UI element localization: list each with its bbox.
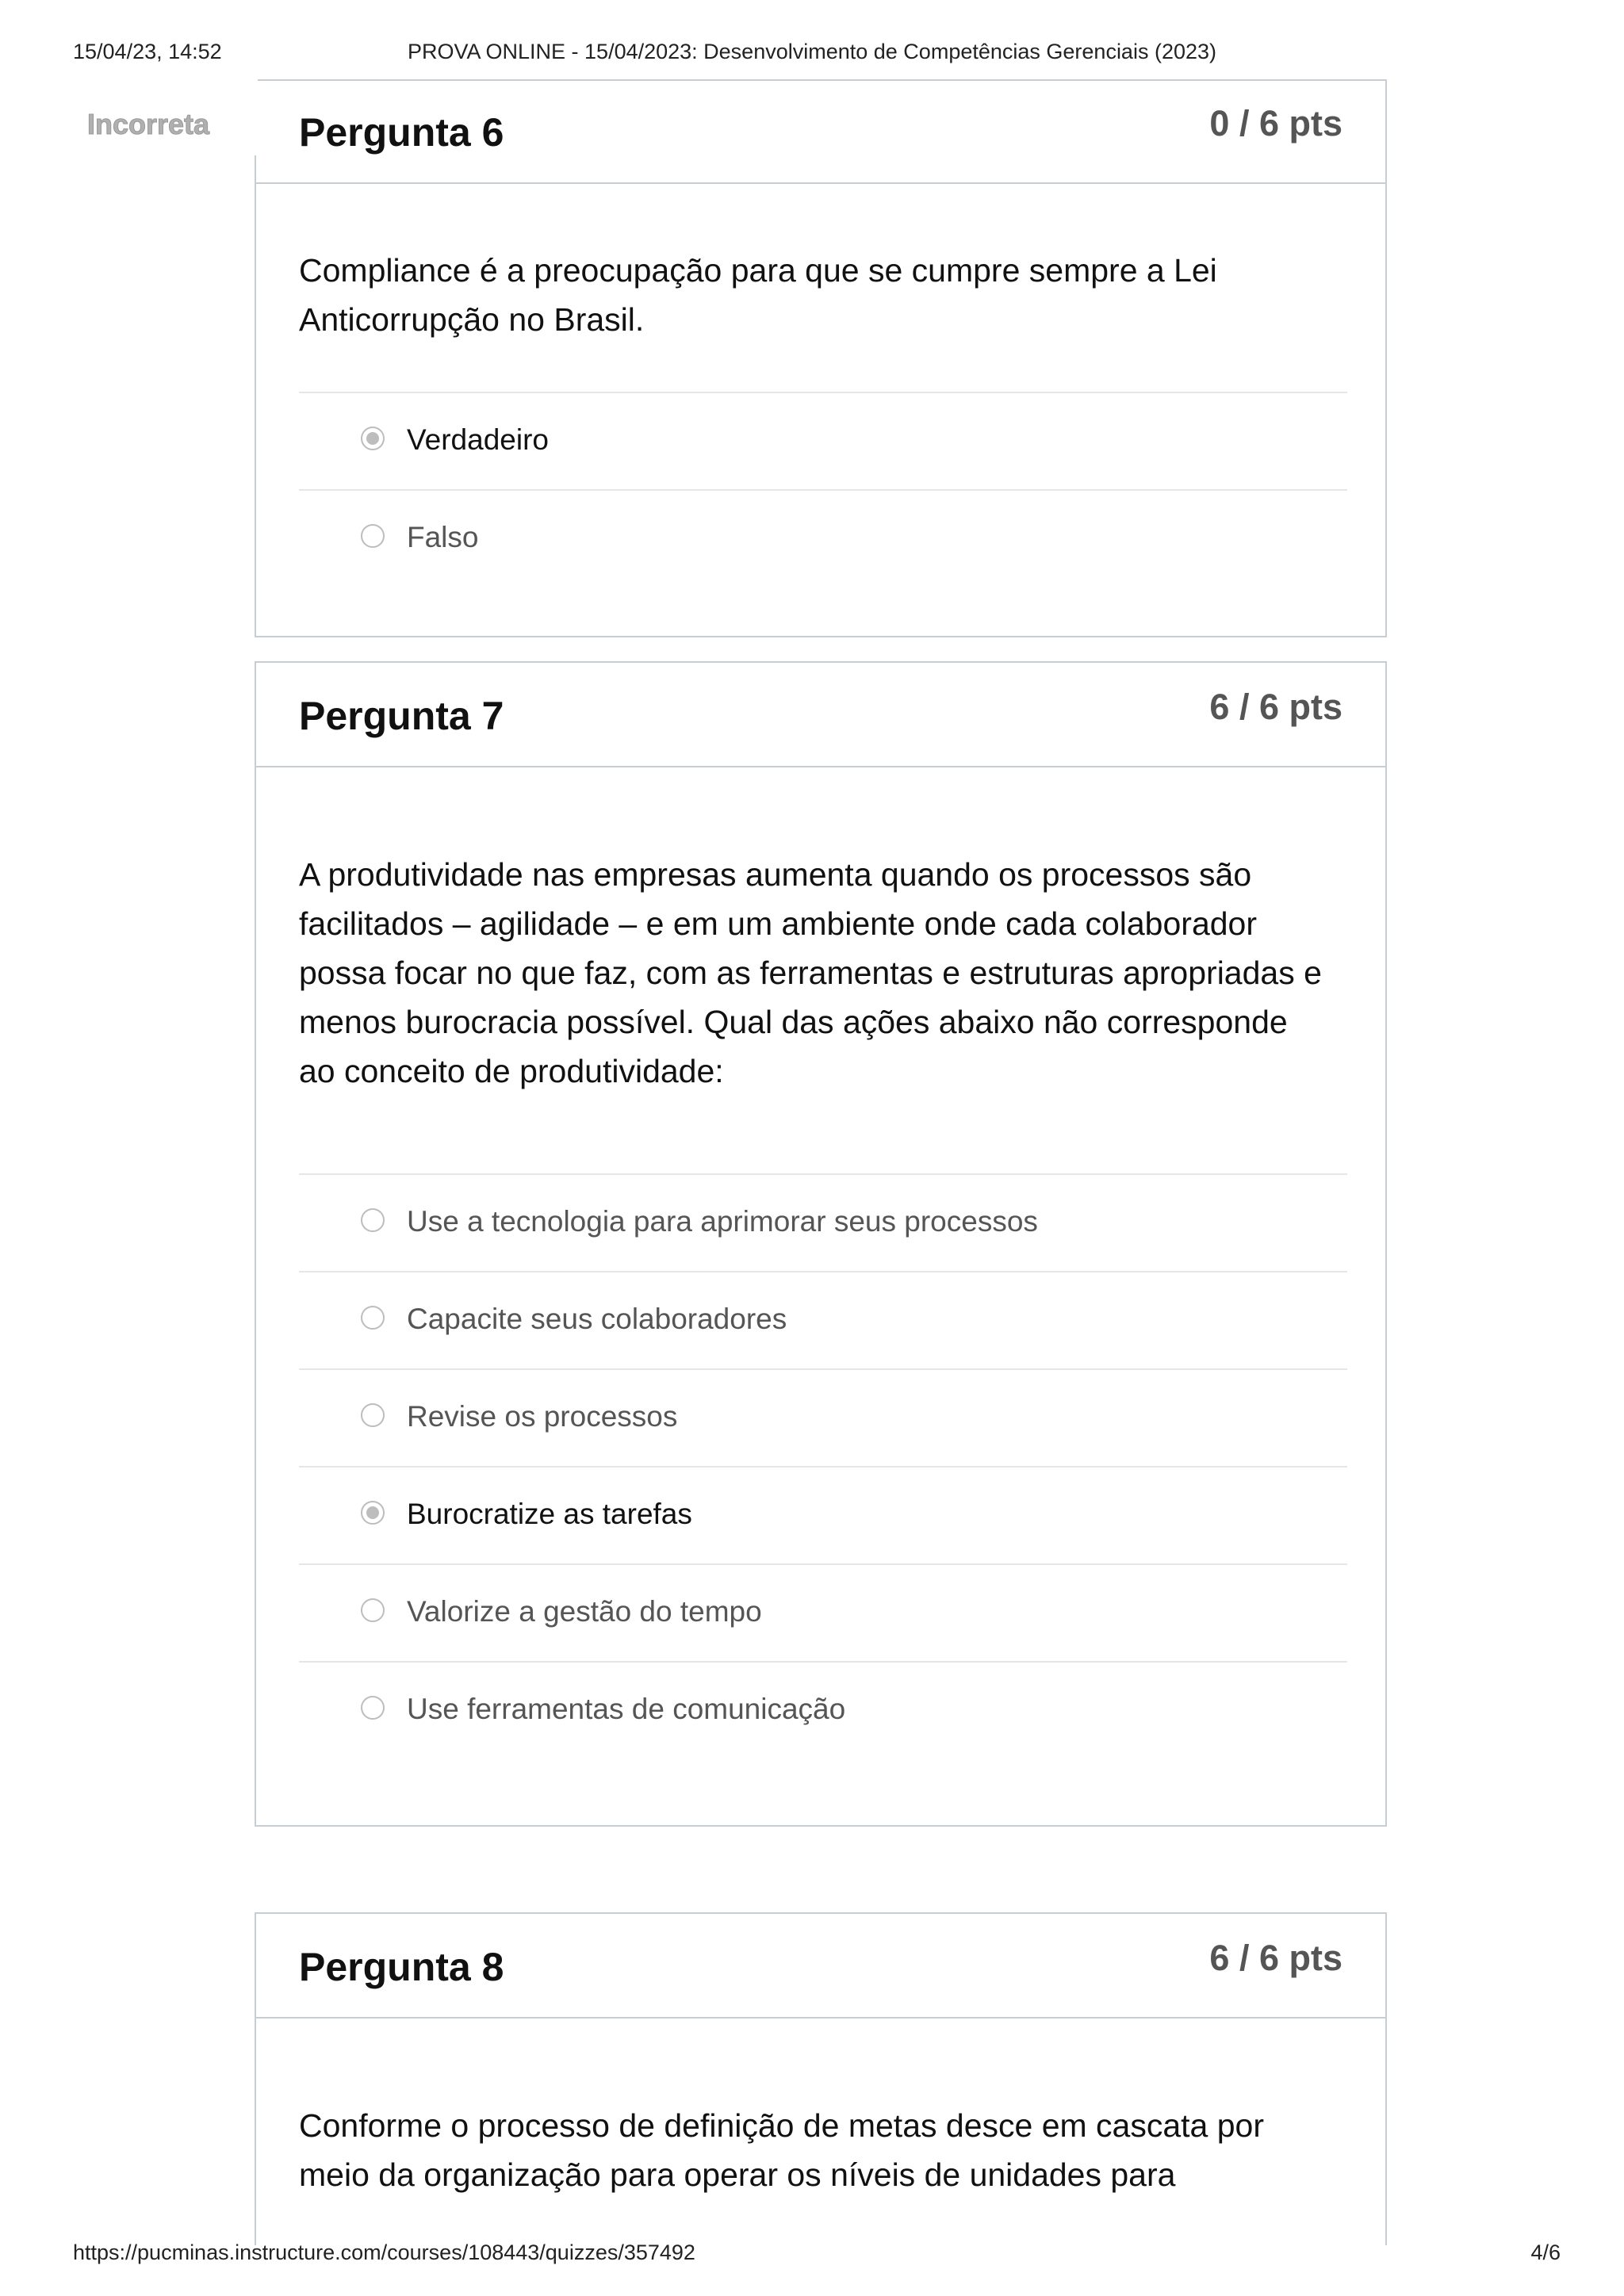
print-page-title: PROVA ONLINE - 15/04/2023: Desenvolvimento de Competências Gerenciais (2023): [407, 40, 1216, 63]
question-points: 6 / 6 pts: [1209, 687, 1342, 727]
answer-option[interactable]: [299, 1175, 1347, 1272]
answer-label: Use a tecnologia para aprimorar seus processos: [407, 1205, 1038, 1238]
answer-option[interactable]: [299, 491, 1347, 588]
answer-option[interactable]: [299, 1272, 1347, 1370]
answer-label: Burocratize as tarefas: [407, 1498, 692, 1530]
radio-button[interactable]: [361, 1403, 385, 1427]
question-header: [256, 79, 1385, 184]
question-text-line: ao conceito de produtividade:: [299, 1053, 724, 1089]
answer-label: Capacite seus colaboradores: [407, 1303, 787, 1335]
question-text-line: facilitados – agilidade – e em um ambiente onde cada colaborador: [299, 905, 1257, 942]
question-text-line: meio da organização para operar os níveis de unidades para: [299, 2156, 1176, 2193]
question-text-line: Conforme o processo de definição de metas desce em cascata por: [299, 2107, 1264, 2144]
question-text: [299, 850, 1354, 1096]
question-card-6: [255, 79, 1387, 637]
question-title: Pergunta 7: [299, 694, 504, 738]
answer-label: Verdadeiro: [407, 423, 549, 456]
radio-button-selected[interactable]: [361, 427, 385, 450]
question-text-line: possa focar no que faz, com as ferramentas e estruturas apropriadas e: [299, 955, 1322, 991]
question-points: 0 / 6 pts: [1209, 103, 1342, 144]
question-status-incorrect: Incorreta: [87, 108, 210, 140]
question-text: [299, 2101, 1354, 2199]
answer-option[interactable]: [299, 1663, 1347, 1760]
print-header: [0, 40, 1624, 68]
radio-button[interactable]: [361, 1598, 385, 1622]
answer-label: Valorize a gestão do tempo: [407, 1595, 762, 1628]
question-header: [256, 1914, 1385, 2019]
question-card-8: [255, 1912, 1387, 2245]
print-datetime: 15/04/23, 14:52: [73, 40, 222, 63]
answer-option[interactable]: [299, 1370, 1347, 1468]
question-text-line: A produtividade nas empresas aumenta quando os processos são: [299, 856, 1252, 893]
radio-button[interactable]: [361, 1696, 385, 1720]
answer-label: Falso: [407, 521, 479, 553]
answer-option[interactable]: [299, 1565, 1347, 1663]
answer-option[interactable]: [299, 1468, 1347, 1565]
question-text: [299, 246, 1354, 344]
radio-button[interactable]: [361, 524, 385, 548]
print-footer: [0, 2241, 1624, 2269]
question-points: 6 / 6 pts: [1209, 1938, 1342, 1978]
question-text-line: Compliance é a preocupação para que se cumpre sempre a Lei: [299, 252, 1217, 289]
answer-option[interactable]: [299, 393, 1347, 491]
print-page-number: 4/6: [1530, 2241, 1561, 2264]
answer-label: Revise os processos: [407, 1400, 678, 1433]
question-text-line: menos burocracia possível. Qual das ações abaixo não corresponde: [299, 1004, 1288, 1040]
answer-list: [299, 392, 1347, 588]
question-title: Pergunta 8: [299, 1945, 504, 1989]
print-url: https://pucminas.instructure.com/courses/108443/quizzes/357492: [73, 2241, 695, 2264]
question-title: Pergunta 6: [299, 110, 504, 155]
radio-button[interactable]: [361, 1306, 385, 1330]
answer-label: Use ferramentas de comunicação: [407, 1693, 846, 1725]
radio-button[interactable]: [361, 1208, 385, 1232]
question-text-line: Anticorrupção no Brasil.: [299, 301, 645, 338]
question-header: [256, 663, 1385, 767]
question-card-7: [255, 661, 1387, 1827]
answer-list: [299, 1173, 1347, 1760]
radio-button-selected[interactable]: [361, 1501, 385, 1525]
